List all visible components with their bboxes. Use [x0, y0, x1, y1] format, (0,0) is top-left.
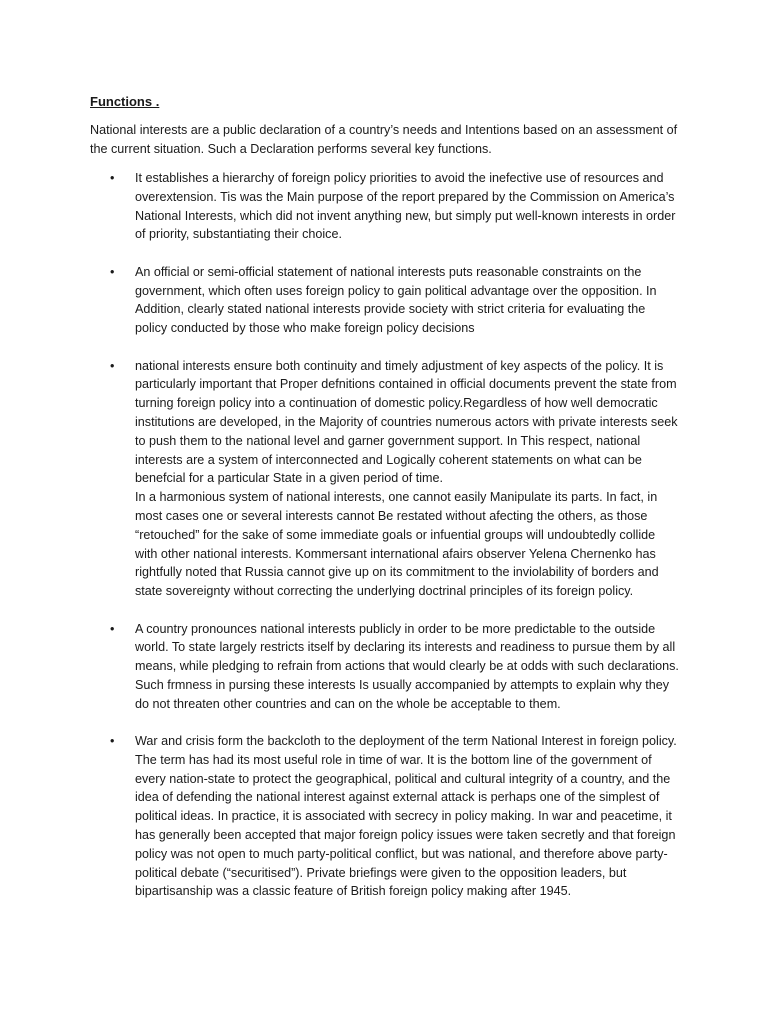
- section-heading: Functions .: [90, 94, 160, 109]
- list-item: [0, 620, 680, 714]
- bullet-icon: •: [110, 171, 115, 185]
- list-item: [0, 169, 680, 244]
- list-item-text: national interests ensure both continuity and timely adjustment of key aspects of the policy. It is particularly important that Proper defnitions contained in official documents prevent the state from turning foreign policy into a continuation of domestic policy.Regardless of how well democratic institutions are developed, in the Majority of countries numerous actors with private interests seek to push them to the national level and garner government support. In This respect, national interests are a system of interconnected and Logically coherent statements on what can be benefcial for a particular State in a given period of time.: [135, 358, 678, 486]
- list-item: [0, 263, 680, 338]
- list-item: [0, 357, 680, 601]
- functions-list: [0, 169, 768, 920]
- intro-paragraph: National interests are a public declaration of a country’s needs and Intentions based on an assessment of the current situation. Such a Declaration performs several key functions.: [90, 123, 678, 156]
- bullet-icon: •: [110, 621, 115, 636]
- list-item-text: It establishes a hierarchy of foreign policy priorities to avoid the inefective use of resources and overextension. Tis was the Main purpose of the report prepared by the Commission on America’s National Interests, which did not invent anything new, but simply put well-known interests in order of priority, substantiating their choice.: [135, 171, 676, 242]
- list-item-text: War and crisis form the backcloth to the deployment of the term National Interest in foreign policy. The term has had its most useful role in time of war. It is the bottom line of the government of every nation-state to protect the geographical, political and cultural integrity of a country, and the idea of defending the national interest against external attack is perhaps one of the simplest of political ideas. In practice, it is associated with secrecy in policy making. In war and peacetime, it has generally been accepted that major foreign policy issues were taken secretly and that foreign policy was not open to much party-political conflict, but was national, and therefore above party-political debate (“securitised”). Private briefings were given to the opposition leaders, but bipartisanship was a classic feature of British foreign policy making after 1945.: [135, 734, 677, 899]
- list-item-text: A country pronounces national interests publicly in order to be more predictable to the outside world. To state largely restricts itself by declaring its interests and readiness to pursue them by all means, while pledging to refrain from actions that would clearly be at odds with such declarations. Such frmness in pursing these interests Is usually accompanied by attempts to explain why they do not threaten other countries and can on the whole be acceptable to them.: [135, 621, 679, 711]
- list-item-text-continued: In a harmonious system of national interests, one cannot easily Manipulate its parts. In fact, in most cases one or several interests cannot Be restated without afecting the others, as those “retouched” for the sake of some immediate goals or infuential groups will undoubtedly collide with other national interests. Kommersant international afairs observer Yelena Chernenko has rightfully noted that Russia cannot give up on its commitment to the inviolability of borders and state sovereignty without correcting the underlying doctrinal principles of its foreign policy.: [135, 490, 659, 599]
- bullet-icon: •: [110, 264, 115, 279]
- list-item-text: An official or semi-official statement of national interests puts reasonable constraints on the government, which often uses foreign policy to gain political advantage over the opposition. In Addition, clearly stated national interests provide society with strict criteria for evaluating the policy conducted by those who make foreign policy decisions: [135, 264, 657, 336]
- bullet-icon: •: [110, 358, 115, 373]
- bullet-icon: •: [110, 734, 115, 749]
- list-item: [0, 732, 680, 901]
